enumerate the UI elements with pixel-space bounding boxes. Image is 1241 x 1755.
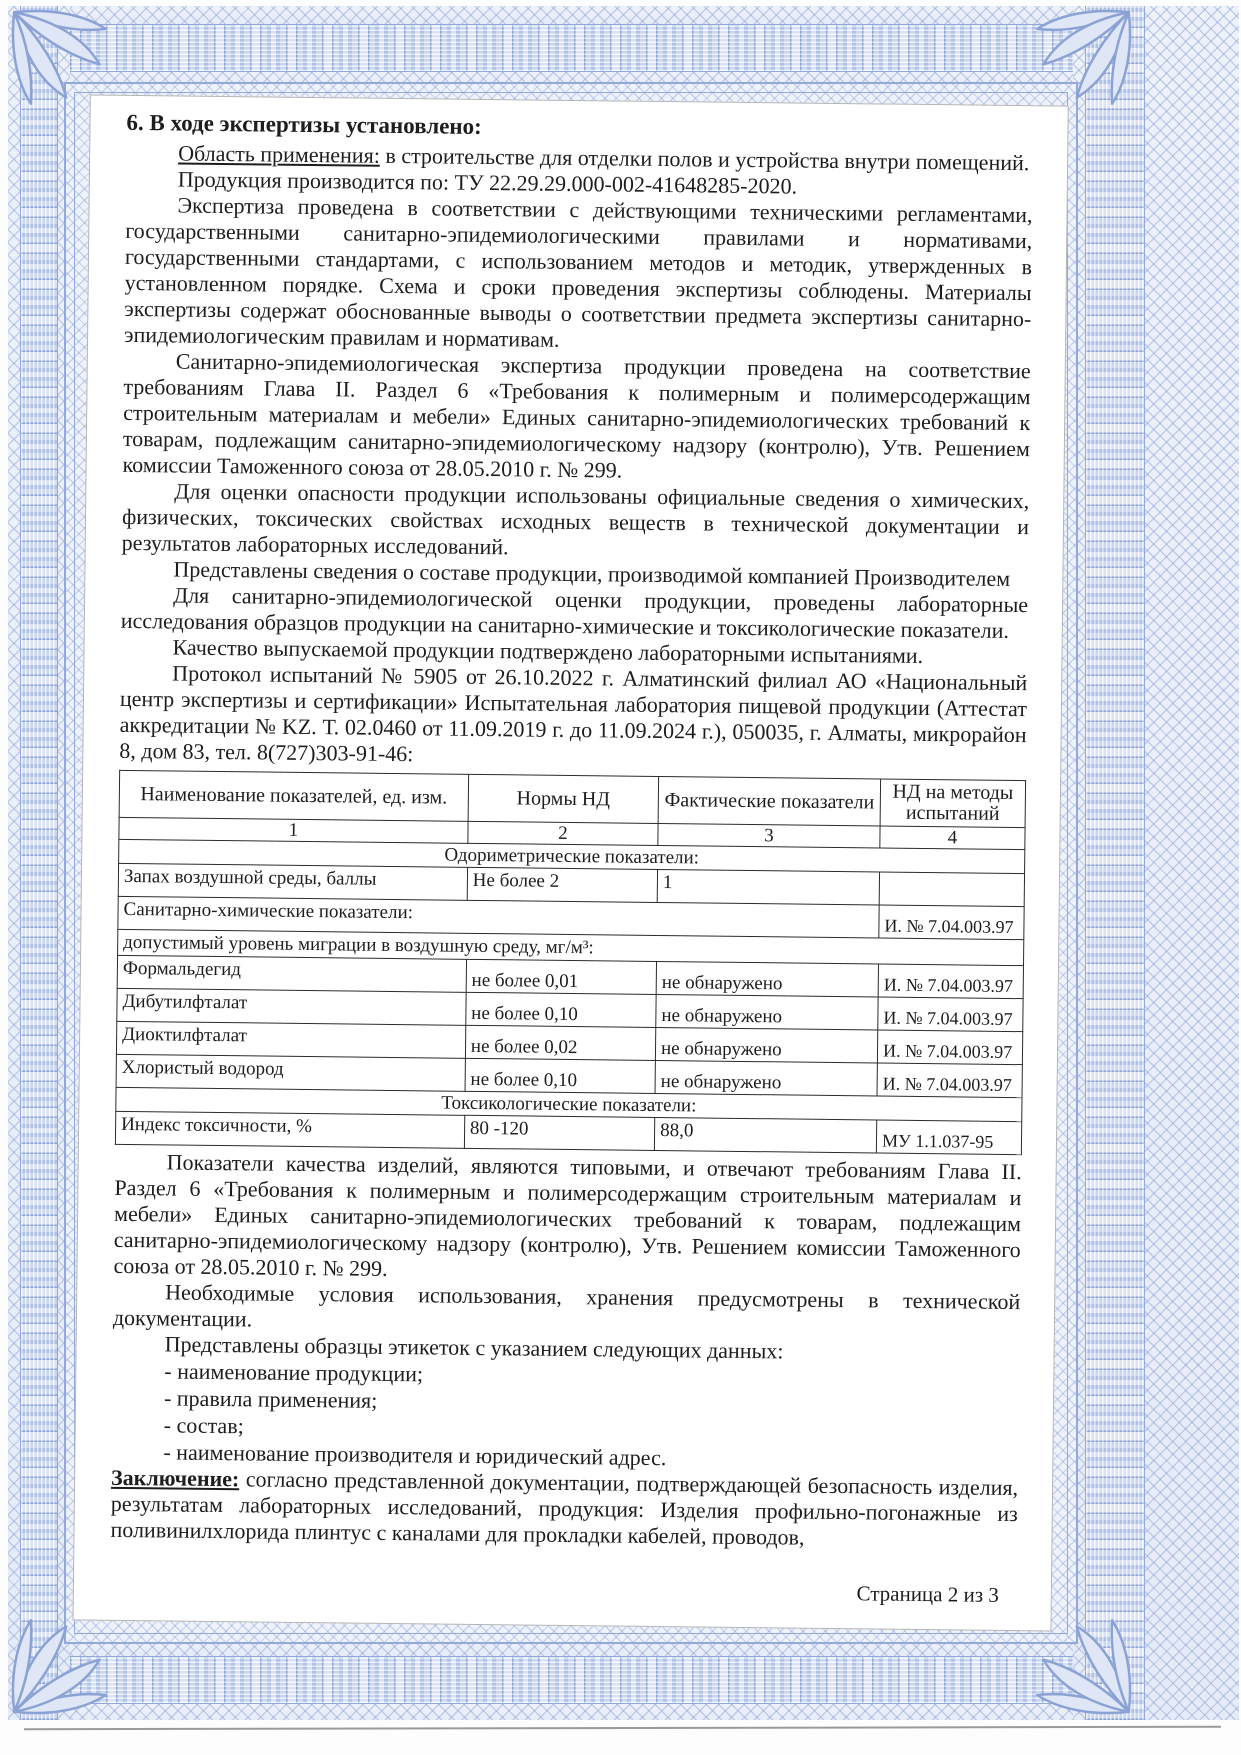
- table-cell: И. № 7.04.003.97: [879, 905, 1024, 940]
- table-cell: И. № 7.04.003.97: [878, 964, 1023, 999]
- table-cell: Диоктилфталат: [116, 1021, 465, 1058]
- table-cell: 1: [119, 817, 468, 843]
- scope-label: Область применения:: [178, 140, 381, 168]
- conclusion-text: согласно представленной документации, подтверждающей безопасность изделия, результатам лабораторных исследований, продукция: Изделия профильно-погонажные из поливинилхлорида плинтус с каналами для прокладки кабелей, проводов,: [110, 1466, 1019, 1550]
- table-cell: не более 0,02: [465, 1025, 656, 1060]
- list-item: - наименование производителя и юридический адрес.: [163, 1439, 667, 1471]
- table-header-cell: Фактические показатели: [658, 776, 880, 826]
- corner-rosette-icon: [8, 1614, 112, 1718]
- table-cell: не более 0,01: [466, 959, 657, 994]
- paragraph: Для санитарно-эпидемиологической оценки продукции, проведены лабораторные исследования образцов продукции на санитарно-химические и токсикологические показатели.: [120, 582, 1029, 643]
- table-cell: Формальдегид: [117, 955, 466, 992]
- table-section-cell: Токсикологические показатели:: [116, 1087, 1022, 1121]
- table-cell: И. № 7.04.003.97: [877, 1030, 1022, 1065]
- paragraph: Протокол испытаний № 5905 от 26.10.2022 г. Алматинский филиал АО «Национальный центр экспертизы и сертификации» Испытательная лаборатория пищевой продукции (Аттестат аккредитации № KZ. Т. 02.0460 от 11.09.2019 г. до 11.09.2024 г.), 050035, г. Алматы, микрорайон 8, дом 83, тел. 8(727)303-91-46:: [119, 660, 1028, 767]
- table-cell: Индекс токсичности, %: [115, 1111, 464, 1148]
- paragraph: Качество выпускаемой продукции подтверждено лабораторными испытаниями.: [172, 634, 924, 668]
- table-cell: не более 0,10: [465, 1058, 656, 1093]
- lattice-strip: [1145, 6, 1239, 1720]
- lab-results-table: [115, 770, 1026, 1155]
- table-cell: МУ 1.1.037-95: [876, 1120, 1021, 1155]
- document-page: [73, 94, 1069, 1631]
- paragraph: Санитарно-эпидемиологическая экспертиза продукции проведена на соответствие требованиям Глава II. Раздел 6 «Требования к полимерным и полимерсодержащим строительным материалам и мебели» Единых санитарно-эпидемиологических требований к товарам, подлежащим санитарно-эпидемиологическому надзору (контролю), Утв. Решением комиссии Таможенного союза от 28.05.2010 г. № 299.: [122, 348, 1031, 483]
- table-section-cell: допустимый уровень миграции в воздушную среду, мг/м³:: [118, 929, 1024, 965]
- list-item: - наименование продукции;: [164, 1358, 424, 1387]
- table-cell: не обнаружено: [656, 994, 878, 1030]
- table-cell: [879, 872, 1024, 907]
- table-cell: 2: [468, 821, 658, 845]
- table-cell: не обнаружено: [655, 1060, 877, 1096]
- table-cell: 80 -120: [464, 1115, 655, 1150]
- paragraph: Показатели качества изделий, являются типовыми, и отвечают требованиям Глава II. Раздел 6 «Требования к полимерным и полимерсодержащим строительным материалам и мебели» Единых санитарно-эпидемиологических требований к товарам, подлежащим санитарно-эпидемиологическому надзору (контролю), Утв. Решением комиссии Таможенного союза от 28.05.2010 г. № 299.: [113, 1149, 1022, 1281]
- guilloche-border-left: [8, 6, 70, 1720]
- table-header-cell: Нормы НД: [468, 774, 659, 823]
- table-cell: 4: [880, 826, 1025, 850]
- paragraph: Продукция производится по: ТУ 22.29.29.000-002-41648285-2020.: [177, 166, 798, 199]
- table-cell: Запах воздушной среды, баллы: [118, 863, 467, 900]
- conclusion-label: Заключение:: [110, 1464, 240, 1492]
- scope-text: в строительстве для отделки полов и устройства внутри помещений.: [379, 142, 1030, 176]
- table-header-cell: НД на методы испытаний: [880, 779, 1026, 828]
- table-cell: не обнаружено: [656, 961, 878, 997]
- table-cell: не обнаружено: [655, 1027, 877, 1063]
- table-cell: И. № 7.04.003.97: [877, 1063, 1022, 1098]
- baluster-strip: [1085, 6, 1145, 1720]
- table-section-cell: Одориметрические показатели:: [119, 839, 1025, 873]
- table-cell: 3: [658, 823, 880, 848]
- table-cell: Хлористый водород: [116, 1054, 465, 1091]
- table-cell: 88,0: [654, 1117, 876, 1153]
- corner-rosette-icon: [1031, 6, 1135, 110]
- table-cell: не более 0,10: [466, 992, 657, 1027]
- table-cell: Дибутилфталат: [117, 988, 466, 1025]
- paragraph-conclusion: [110, 1465, 1018, 1553]
- lattice-strip: [8, 6, 20, 1720]
- footer-page-number: Страница 2 из 3: [856, 1581, 999, 1607]
- table-cell: И. № 7.04.003.97: [878, 997, 1023, 1032]
- paragraph: Экспертиза проведена в соответствии с действующими техническими регламентами, государственными санитарно-эпидемиологическими правилами и нормативами, государственными стандартами, с использованием методов и методик, утвержденных в установленном порядке. Схема и сроки проведения экспертизы соблюдены. Материалы экспертизы содержат обоснованные выводы о соответствии предмета экспертизы санитарно-эпидемиологическим правилам и нормативам.: [123, 192, 1033, 352]
- page-title: 6. В ходе экспертизы установлено:: [126, 109, 482, 139]
- paragraph: Представлены образцы этикеток с указанием следующих данных:: [164, 1331, 784, 1364]
- list-item: - правила применения;: [163, 1385, 378, 1413]
- table-section-cell: Санитарно-химические показатели:: [118, 896, 879, 938]
- guilloche-border-right: [1073, 6, 1239, 1720]
- list-item: - состав;: [163, 1412, 244, 1439]
- paragraph: Для оценки опасности продукции использованы официальные сведения о химических, физических, токсических свойствах исходных веществ в технической документации и результатов лабораторных исследований.: [121, 478, 1030, 560]
- table-header-cell: Наименование показателей, ед. изм.: [119, 770, 468, 821]
- table-cell: 1: [657, 869, 879, 905]
- scan-edge-line: [24, 1726, 1221, 1731]
- table-cell: Не более 2: [467, 867, 658, 902]
- paragraph: Представлены сведения о составе продукции, производимой компанией Производителем: [173, 556, 1011, 591]
- paragraph: Необходимые условия использования, хранения предусмотрены в технической документации.: [112, 1279, 1021, 1332]
- baluster-strip: [20, 6, 58, 1720]
